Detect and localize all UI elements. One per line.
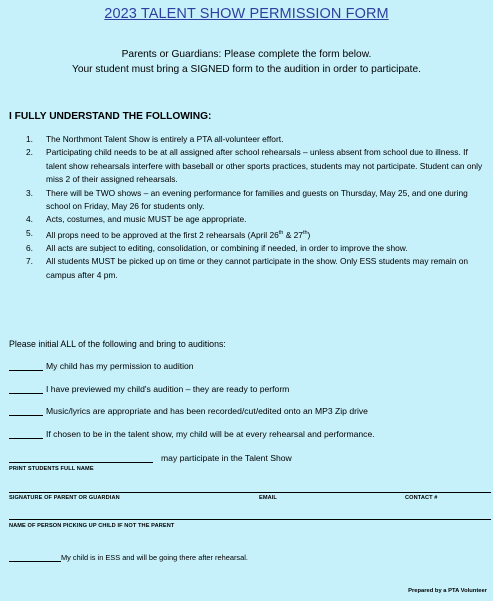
rule-number: 1. xyxy=(26,134,33,144)
rule-number: 3. xyxy=(26,187,33,198)
initial-text: If chosen to be in the talent show, my child will be at every rehearsal and performance. xyxy=(46,429,375,439)
initial-text: Music/lyrics are appropriate and has been recorded/cut/edited onto an MP3 Zip drive xyxy=(46,406,368,416)
rule-text-b: & 27 xyxy=(283,229,303,240)
initial-blank[interactable] xyxy=(9,361,43,371)
rule-text: Participating child needs to be at all assigned after school rehearsals – unless absent from school due to illness. If talent show rehearsals interfere with baseball or other sports practices, students may not participate. Student can only miss 2 of their assigned rehearsals. xyxy=(46,147,483,185)
rule-text-a: All props need to be approved at the first 2 rehearsals (April 26 xyxy=(46,229,279,240)
initial-blank[interactable] xyxy=(9,406,43,416)
participate-text: may participate in the Talent Show xyxy=(161,453,292,463)
rule-item xyxy=(26,242,486,255)
rule-number: 5. xyxy=(26,227,33,238)
rule-text-c: ) xyxy=(307,229,311,240)
initial-blank[interactable] xyxy=(9,384,43,394)
rule-item xyxy=(26,133,486,146)
footer-credit: Prepared by a PTA Volunteer xyxy=(408,588,487,594)
rule-text: Acts, costumes, and music MUST be age appropriate. xyxy=(46,214,247,225)
initial-heading: Please initial ALL of the following and bring to auditions: xyxy=(9,339,226,349)
signature-line[interactable] xyxy=(9,492,491,493)
rule-text xyxy=(46,227,486,242)
initial-row-rehearsal xyxy=(9,429,375,439)
rule-sup-b: th xyxy=(302,229,308,236)
ess-blank[interactable] xyxy=(9,553,61,562)
initial-blank[interactable] xyxy=(9,429,43,439)
rule-text: All acts are subject to editing, consolidation, or combining if needed, in order to improve the show. xyxy=(46,243,408,254)
ess-row xyxy=(9,553,248,562)
signature-label: SIGNATURE OF PARENT OR GUARDIAN xyxy=(9,495,120,501)
print-name-label: PRINT STUDENTS FULL NAME xyxy=(9,466,94,472)
initial-text: I have previewed my child's audition – they are ready to perform xyxy=(46,384,290,394)
pickup-label: NAME OF PERSON PICKING UP CHILD IF NOT THE PARENT xyxy=(9,523,175,529)
intro-line-2: Your student must bring a SIGNED form to the audition in order to participate. xyxy=(71,64,421,75)
rule-text: All students MUST be picked up on time or they cannot participate in the show. Only ESS students may remain on campus after 4 pm. xyxy=(46,256,469,280)
rule-sup-a: th xyxy=(278,229,284,236)
rule-item xyxy=(26,187,486,214)
pickup-line[interactable] xyxy=(9,519,491,520)
rule-item xyxy=(26,213,486,226)
ess-text: My child is in ESS and will be going there after rehearsal. xyxy=(61,553,248,562)
initial-text: My child has my permission to audition xyxy=(46,361,194,371)
rule-item xyxy=(26,227,486,242)
rule-number: 6. xyxy=(26,243,33,254)
rules-list xyxy=(26,133,486,282)
intro-text xyxy=(0,47,493,77)
rule-number: 4. xyxy=(26,214,33,225)
form-title: 2023 TALENT SHOW PERMISSION FORM xyxy=(104,6,389,22)
contact-label: CONTACT # xyxy=(405,495,438,501)
student-name-field[interactable] xyxy=(9,453,153,463)
rule-number: 7. xyxy=(26,256,33,267)
rule-text: The Northmont Talent Show is entirely a PTA all-volunteer effort. xyxy=(46,134,284,144)
rule-item xyxy=(26,255,486,282)
rule-text: There will be TWO shows – an evening performance for families and guests on Thursday, May 25, and one during school on Friday, May 26 for students only. xyxy=(46,187,468,212)
intro-line-1: Parents or Guardians: Please complete the form below. xyxy=(121,49,372,60)
initial-row-permission xyxy=(9,361,194,371)
email-label: EMAIL xyxy=(259,495,277,501)
rule-number: 2. xyxy=(26,147,33,158)
understand-heading: I FULLY UNDERSTAND THE FOLLOWING: xyxy=(9,111,212,122)
initial-row-previewed xyxy=(9,384,289,394)
rule-item xyxy=(26,146,486,186)
initial-row-music xyxy=(9,406,368,416)
student-name-row xyxy=(9,453,292,463)
